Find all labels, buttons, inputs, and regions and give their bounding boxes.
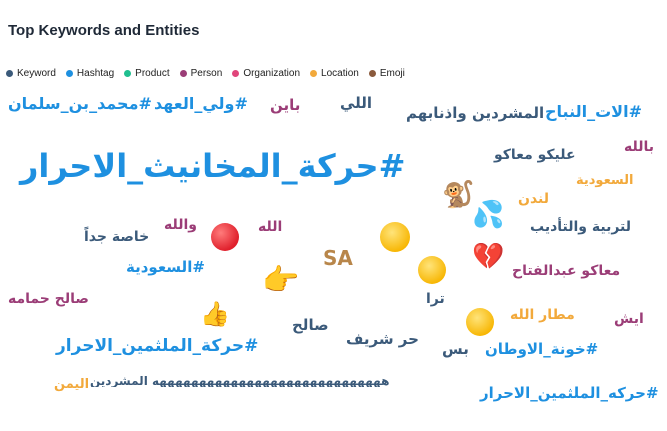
word-cloud-term[interactable]: عليكو معاكو	[494, 147, 576, 163]
laughing-face-emoji-icon[interactable]	[380, 222, 410, 252]
word-cloud-term[interactable]: بس	[442, 340, 469, 358]
word-cloud-term[interactable]: ترا	[426, 291, 445, 307]
word-cloud-term[interactable]: صالح حمامه	[8, 291, 89, 307]
pointing-hand-emoji-icon[interactable]: 👉	[262, 263, 300, 298]
thumbs-up-emoji-icon[interactable]: 👍	[200, 300, 230, 328]
word-cloud-term[interactable]: حر شريف	[346, 330, 419, 348]
legend-label: Product	[135, 68, 170, 79]
word-cloud-term[interactable]: خونة_الاوطان#	[485, 340, 599, 358]
legend-label: Hashtag	[76, 68, 115, 79]
word-cloud-term[interactable]: لندن	[518, 191, 550, 207]
word-cloud-term[interactable]: هههههههههههههههههههههههههههههه المشردين	[90, 375, 390, 387]
legend-label: Emoji	[379, 68, 405, 79]
legend-label: Location	[321, 68, 359, 79]
word-cloud-term[interactable]: حركه_الملثمين_الاحرار#	[480, 384, 659, 402]
word-cloud-term[interactable]: ايش	[614, 311, 644, 327]
word-cloud-term[interactable]: باين	[270, 96, 301, 114]
word-cloud-term[interactable]: حركة_الملثمين_الاحرار#	[56, 336, 259, 356]
word-cloud-term[interactable]: مطار الله	[510, 307, 575, 323]
word-cloud-term[interactable]: والله	[164, 217, 197, 233]
smiling-face-emoji-icon[interactable]	[466, 308, 494, 336]
word-cloud-term[interactable]: السعودية#	[126, 258, 205, 276]
rofl-face-emoji-icon[interactable]	[418, 256, 446, 284]
sweat-drops-emoji-icon[interactable]: 💦	[472, 200, 505, 230]
legend-label: Keyword	[17, 68, 56, 79]
word-cloud-term[interactable]: اللي	[340, 94, 373, 112]
word-cloud-term[interactable]: اليمن	[54, 377, 90, 392]
widget-title: Top Keywords and Entities	[8, 22, 200, 39]
legend-label: Person	[190, 68, 223, 79]
word-cloud-term[interactable]: معاكو عبدالفتاح	[512, 263, 621, 279]
word-cloud-term[interactable]: الات_النباح#	[545, 102, 642, 121]
monkey-emoji-icon[interactable]: 🐒	[442, 180, 475, 210]
word-cloud-term[interactable]: محمد_بن_سلمان#	[8, 94, 152, 113]
broken-heart-emoji-icon[interactable]: 💔	[472, 242, 505, 272]
word-cloud-term[interactable]: خاصة جداً	[84, 229, 150, 245]
word-cloud-term[interactable]: SA	[323, 246, 353, 270]
legend-label: Organization	[243, 68, 301, 79]
word-cloud-term[interactable]: الله	[258, 219, 283, 235]
word-cloud-term[interactable]: المشردين واذنابهم	[406, 104, 545, 122]
word-cloud-term[interactable]: بالله	[624, 139, 654, 155]
red-circle-emoji-icon[interactable]	[211, 223, 239, 251]
word-cloud-term[interactable]: ولي_العهد#	[154, 94, 248, 113]
word-cloud-term[interactable]: حركة_المخانيث_الاحرار#	[20, 147, 406, 185]
word-cloud-term[interactable]: صالح	[292, 316, 329, 334]
word-cloud-term[interactable]: لتربية والتأديب	[530, 219, 632, 235]
word-cloud-term[interactable]: السعودية	[576, 173, 634, 188]
